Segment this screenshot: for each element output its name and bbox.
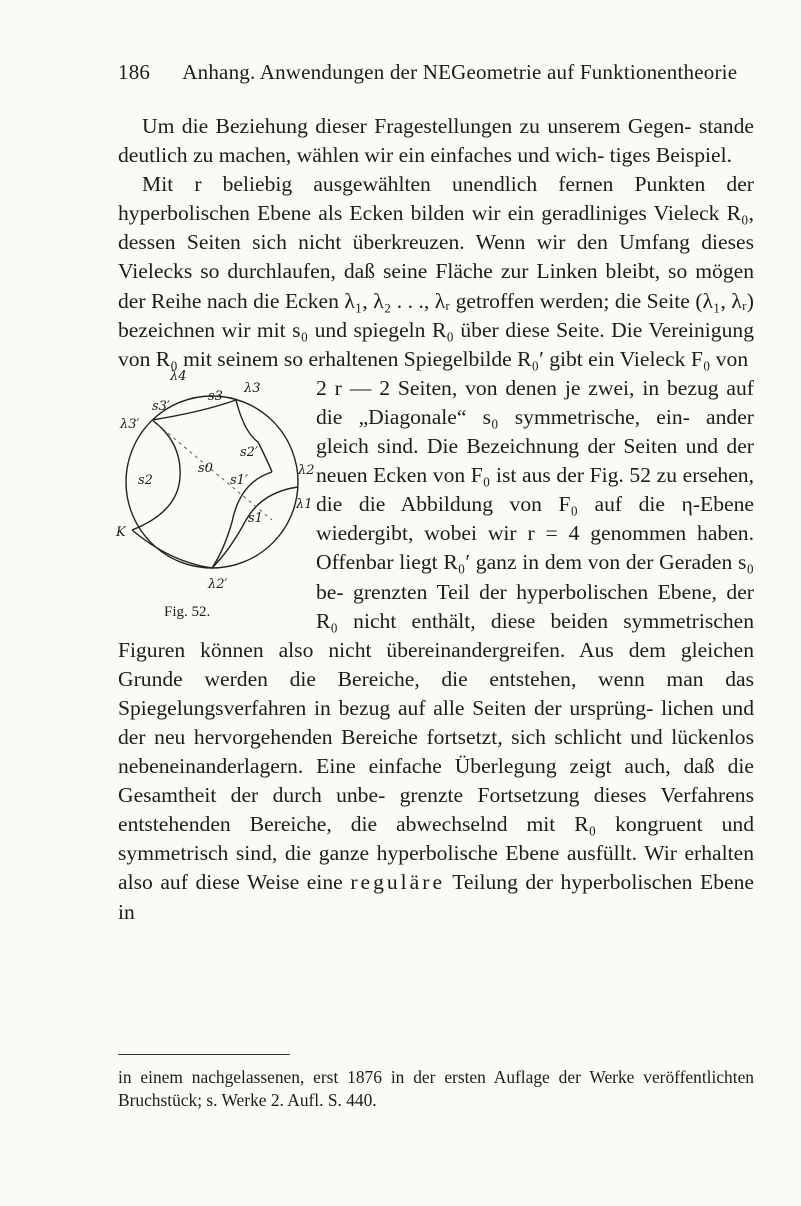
label-s2: s2 bbox=[138, 472, 153, 488]
footnote-rule bbox=[118, 1054, 290, 1055]
label-l3: λ3 bbox=[244, 380, 261, 396]
running-title: Anhang. Anwendungen der NEGeometrie auf Funktionentheorie bbox=[182, 60, 738, 84]
running-header bbox=[118, 60, 758, 85]
arc-s2p bbox=[236, 400, 272, 472]
label-l3p: λ3′ bbox=[120, 416, 140, 432]
label-l4: λ4 bbox=[170, 368, 187, 384]
paragraph-2b-end: Teilung der hyperbolischen Ebene in bbox=[118, 870, 754, 924]
label-s3: s3 bbox=[208, 388, 223, 404]
label-s1: s1 bbox=[248, 510, 263, 526]
figure-caption: Fig. 52. bbox=[164, 603, 211, 620]
label-k: K bbox=[116, 524, 126, 540]
footnote: in einem nachgelassenen, erst 1876 in der ersten Auflage der Werke veröffentlichten Bruchstück; s. Werke 2. Aufl. S. 440. bbox=[118, 1067, 754, 1110]
label-s1p: s1′ bbox=[230, 472, 248, 488]
label-l2p: λ2′ bbox=[208, 576, 228, 592]
page-number: 186 bbox=[118, 60, 151, 84]
body-text bbox=[118, 112, 754, 927]
label-l1: λ1 bbox=[296, 496, 313, 512]
emphasis-regulaere: reguläre bbox=[350, 870, 446, 895]
label-s0: s0 bbox=[198, 460, 213, 476]
paragraph-2a: Mit r beliebig ausgewählten unendlich fernen Punkten der hyperbolischen Ebene als Ecken bilden wir ein geradliniges Vieleck R₀, dessen Seiten sich nicht überkreuzen. Wenn wir den Umfang dieses Vielecks so durchlaufen, daß seine Fläche zur Linken bleibt, so mögen der Reihe nach die Ecken λ₁, λ₂ . . ., λᵣ getroffen werden; die Seite (λ₁, λᵣ) bezeichnen wir mit s₀ und spiegeln R₀ über diese Seite. Die Vereinigung von R₀ mit seinem so erhaltenen Spiegelbilde R₀′ gibt ein Vieleck F₀ von bbox=[118, 172, 754, 371]
label-l2: λ2 bbox=[298, 462, 315, 478]
paragraph-2b-text: 2 r — 2 Seiten, von denen je zwei, in bezug auf die „Diagonale“ s₀ symmetrische, ein- ander gleich sind. Die Bezeichnung der Seiten und der neuen Ecken von F₀ ist aus der Fig. 52 zu ersehen, die die Abbildung von F₀ auf die η-Ebene wiedergibt, wobei wir r = 4 genommen haben. Offenbar liegt R₀′ ganz in dem von der Geraden s₀ be- grenzten Teil der hyperbolischen Ebene, der R₀ nicht enthält, diese beiden symmetrischen Figuren können also nicht übereinandergreifen. Aus dem gleichen Grunde werden die Bereiche, die entstehen, wenn man das Spiegelungsverfahren in bezug auf alle Seiten der ursprüng- lichen und der neu hervorgehenden Bereiche fortsetzt, sich schlicht und lückenlos nebeneinanderlagern. Eine einfache Überlegung zeigt auch, daß die Gesamtheit der durch unbe- grenzte Fortsetzung dieses Verfahrens entstehenden Bereiche, die abwechselnd mit R₀ kongruent und symmetrisch sind, die ganze hyperbolische Ebene ausfüllt. Wir erhalten also auf diese Weise eine bbox=[118, 375, 754, 895]
paragraph-1: Um die Beziehung dieser Fragestellungen zu unserem Gegen- stande deutlich zu machen, wählen wir ein einfaches und wich- tiges Beispiel. bbox=[118, 114, 754, 168]
label-s3p: s3′ bbox=[152, 398, 170, 414]
hyperbolic-polygon-diagram bbox=[112, 368, 315, 612]
figure-52 bbox=[116, 368, 315, 631]
label-s2p: s2′ bbox=[240, 444, 258, 460]
